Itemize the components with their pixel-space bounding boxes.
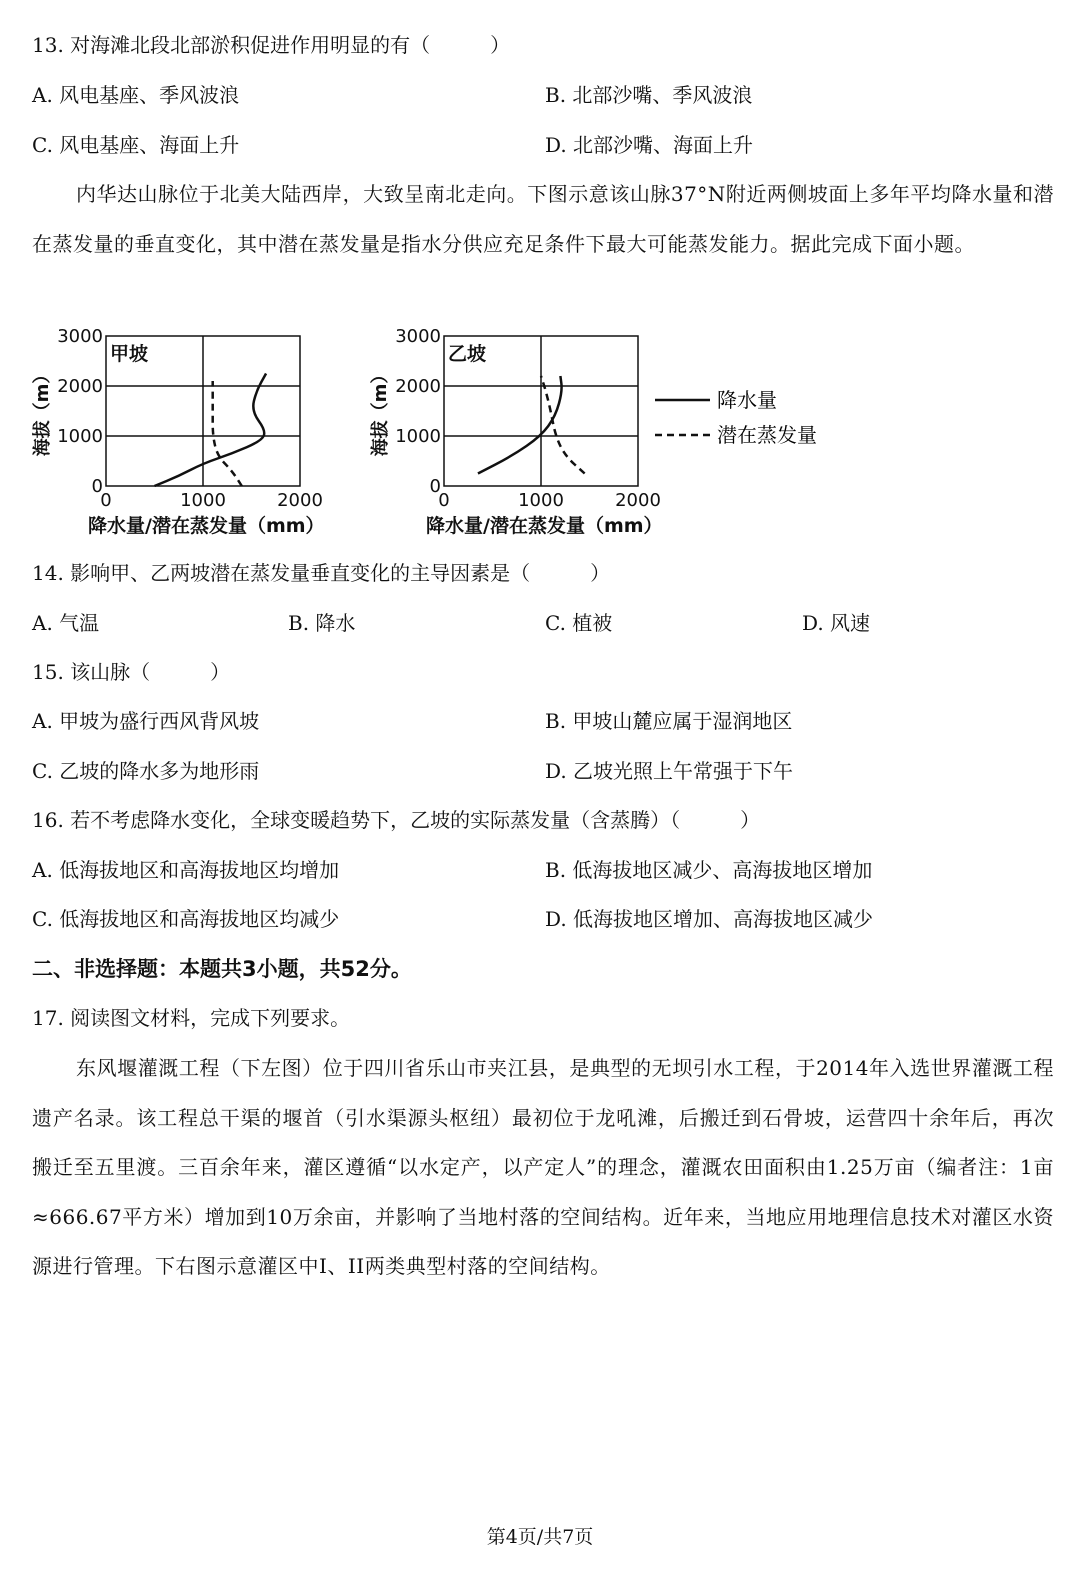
q14-option-a[interactable]: A. 气温 (32, 611, 100, 635)
q16-stem: 16. 若不考虑降水变化，全球变暖趋势下，乙坡的实际蒸发量（含蒸腾）（ ） (32, 808, 761, 832)
q15-option-a[interactable]: A. 甲坡为盛行西风背风坡 (32, 709, 260, 733)
q13-option-b[interactable]: B. 北部沙嘴、季风波浪 (545, 83, 753, 107)
q14-option-d[interactable]: D. 风速 (802, 611, 871, 635)
q14-option-b[interactable]: B. 降水 (288, 611, 356, 635)
q16-option-c[interactable]: C. 低海拔地区和高海拔地区均减少 (32, 907, 340, 931)
q16-option-d[interactable]: D. 低海拔地区增加、高海拔地区减少 (545, 907, 874, 931)
series-line-evaporation (213, 381, 242, 486)
x-tick-label: 0 (100, 490, 112, 511)
y-tick-label: 1000 (57, 426, 103, 447)
chart-yi-slope (366, 322, 686, 542)
q15-option-d[interactable]: D. 乙坡光照上午常强于下午 (545, 759, 794, 783)
q13-stem: 13. 对海滩北段北部淤积促进作用明显的有（ ） (32, 33, 511, 57)
x-axis-label: 降水量/潜在蒸发量（mm） (426, 515, 663, 537)
y-tick-label: 3000 (395, 326, 441, 347)
y-tick-label: 2000 (57, 376, 103, 397)
x-tick-label: 1000 (180, 490, 226, 511)
page-number: 第4页/共7页 (486, 1526, 594, 1548)
series-line-precipitation (478, 376, 562, 474)
x-tick-label: 2000 (615, 490, 661, 511)
material-text: 内华达山脉位于北美大陆西岸，大致呈南北走向。下图示意该山脉37°N附近两侧坡面上多年平均降水量和潜在蒸发量的垂直变化，其中潜在蒸发量是指水分供应充足条件下最大可能蒸发能力。据此完成下面小题。 (32, 182, 1054, 256)
section-heading: 二、非选择题：本题共3小题，共52分。 (32, 957, 412, 981)
y-tick-label: 2000 (395, 376, 441, 397)
legend-dashed-label: 潜在蒸发量 (717, 423, 817, 447)
legend-solid-label: 降水量 (717, 388, 777, 412)
material-paragraph (32, 170, 1054, 269)
series-line-evaporation (541, 376, 585, 474)
q13-option-c[interactable]: C. 风电基座、海面上升 (32, 133, 240, 157)
q15-stem: 15. 该山脉（ ） (32, 660, 231, 684)
q15-option-c[interactable]: C. 乙坡的降水多为地形雨 (32, 759, 260, 783)
q15-option-b[interactable]: B. 甲坡山麓应属于湿润地区 (545, 709, 793, 733)
x-tick-label: 0 (438, 490, 450, 511)
q17-material-paragraph (32, 1044, 1054, 1292)
q14-stem: 14. 影响甲、乙两坡潜在蒸发量垂直变化的主导因素是（ ） (32, 561, 611, 585)
q17-stem: 17. 阅读图文材料，完成下列要求。 (32, 1006, 351, 1030)
q13-option-d[interactable]: D. 北部沙嘴、海面上升 (545, 133, 754, 157)
x-axis-label: 降水量/潜在蒸发量（mm） (88, 515, 325, 537)
chart-legend (655, 385, 845, 449)
q16-option-a[interactable]: A. 低海拔地区和高海拔地区均增加 (32, 858, 340, 882)
q17-material-text: 东风堰灌溉工程（下左图）位于四川省乐山市夹江县，是典型的无坝引水工程，于2014年入选世界灌溉工程遗产名录。该工程总干渠的堰首（引水渠源头枢纽）最初位于龙吼滩，后搬迁到石骨坡，运营四十余年后，再次搬迁至五里渡。三百余年来，灌区遵循“以水定产，以产定人”的理念，灌溉农田面积由1.25万亩（编者注：1亩≈666.67平方米）增加到10万余亩，并影响了当地村落的空间结构。近年来，当地应用地理信息技术对灌区水资源进行管理。下右图示意灌区中I、II两类典型村落的空间结构。 (32, 1056, 1054, 1278)
chart-title: 甲坡 (110, 343, 149, 365)
chart-jia-slope (28, 322, 348, 542)
x-tick-label: 2000 (277, 490, 323, 511)
y-tick-label: 0 (91, 476, 103, 497)
y-tick-label: 0 (429, 476, 441, 497)
series-line-precipitation (155, 374, 267, 487)
q13-option-a[interactable]: A. 风电基座、季风波浪 (32, 83, 240, 107)
y-tick-label: 3000 (57, 326, 103, 347)
q16-option-b[interactable]: B. 低海拔地区减少、高海拔地区增加 (545, 858, 873, 882)
y-axis-label: 海拔（m） (32, 365, 53, 457)
q14-option-c[interactable]: C. 植被 (545, 611, 613, 635)
x-tick-label: 1000 (518, 490, 564, 511)
chart-title: 乙坡 (448, 343, 487, 365)
y-axis-label: 海拔（m） (370, 365, 391, 457)
y-tick-label: 1000 (395, 426, 441, 447)
